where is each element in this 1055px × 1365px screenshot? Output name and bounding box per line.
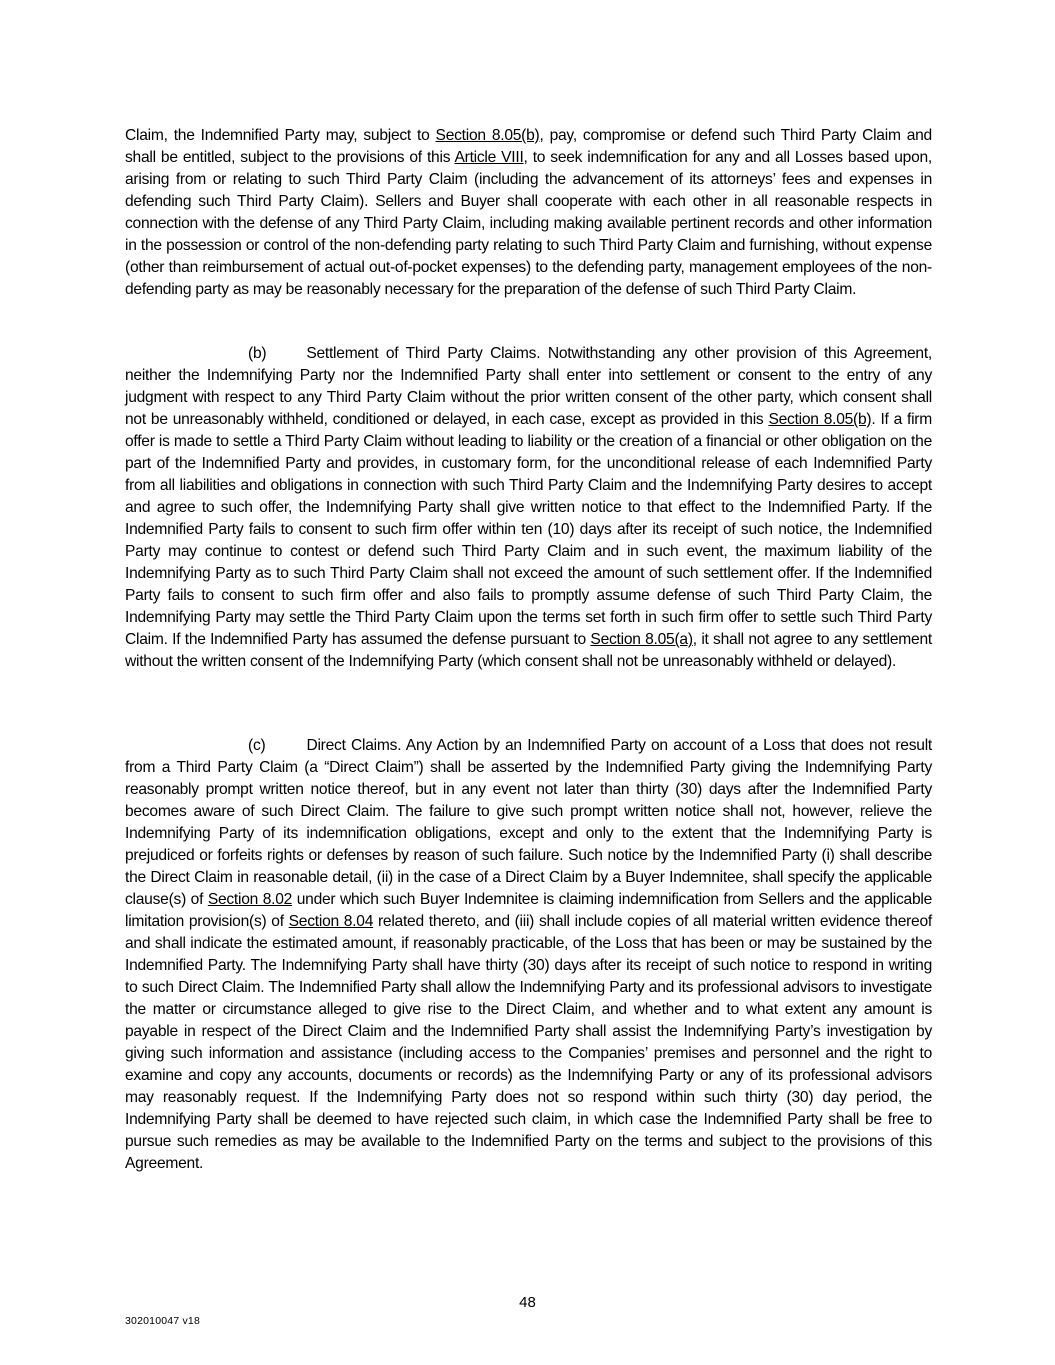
article-reference: Article VIII — [454, 149, 524, 166]
paragraph-direct-claims — [125, 735, 932, 1175]
paragraph-text: related thereto, and (iii) shall include copies of all material written evidence thereof and shall indicate the estimated amount, if reasonably practicable, of the Loss that has been or may be sustained by the Indemnified Party. The Indemnifying Party shall have thirty (30) days after its receipt of such notice to respond in writing to such Direct Claim. The Indemnified Party shall allow the Indemnifying Party and its professional advisors to investigate the matter or circumstance alleged to give rise to the Direct Claim, and whether and to what extent any amount is payable in respect of the Direct Claim and the Indemnified Party shall assist the Indemnifying Party’s investigation by giving such information and assistance (including access to the Companies’ premises and personnel and the right to examine and copy any accounts, documents or records) as the Indemnifying Party or any of its professional advisors may reasonably request. If the Indemnifying Party does not so respond within such thirty (30) day period, the Indemnifying Party shall be deemed to have rejected such claim, in which case the Indemnified Party shall be free to pursue such remedies as may be available to the Indemnified Party on the terms and subject to the provisions of this Agreement. — [125, 913, 932, 1172]
paragraph-marker: (c) — [248, 737, 266, 754]
paragraph-text: . Notwithstanding any other provision of this Agreement, neither the Indemnifying Party nor the Indemnified Party shall enter into settlement or consent to the entry of any judgment with respect to any Third Party Claim without the prior written consent of the other party, which consent shall not be unreasonably withheld, conditioned or delayed, in each case, except as provided in this — [125, 345, 932, 428]
section-reference: Section 8.04 — [288, 913, 374, 930]
paragraph-text: , pay, compromise or defend such Third Party Claim and shall be entitled, subject to the provisions of this — [125, 127, 932, 166]
section-reference: Section 8.02 — [207, 891, 293, 908]
section-reference: Section 8.05(b) — [435, 127, 540, 144]
paragraph-text: . Any Action by an Indemnified Party on account of a Loss that does not result from a Third Party Claim (a “ — [125, 737, 932, 776]
section-reference: Section 8.05(a) — [590, 631, 693, 648]
paragraph-text: Claim, the Indemnified Party may, subject to — [125, 127, 436, 144]
paragraph-settlement — [125, 343, 932, 673]
paragraph-text: ”) shall be asserted by the Indemnified Party giving the Indemnifying Party reasonably prompt written notice thereof, but in any event not later than thirty (30) days after the Indemnified Party becomes aware of such Direct Claim. The failure to give such prompt written notice shall not, however, relieve the Indemnifying Party of its indemnification obligations, except and only to the extent that the Indemnifying Party is prejudiced or forfeits rights or defenses by reason of such failure. Such notice by the Indemnified Party (i) shall describe the Direct Claim in reasonable detail, (ii) in the case of a Direct Claim by a Buyer Indemnitee, shall specify the applicable clause(s) of — [125, 759, 932, 908]
paragraph-heading: Settlement of Third Party Claims — [306, 345, 537, 362]
document-id: 302010047 v18 — [125, 1315, 201, 1327]
paragraph-text: , it shall not agree to any settlement without the written consent of the Indemnifying Party (which consent shall not be unreasonably withheld or delayed). — [125, 631, 932, 670]
paragraph-text: under which such Buyer Indemnitee is claiming indemnification from Sellers and the applicable limitation provision(s) of — [125, 891, 933, 930]
paragraph-continuation — [125, 125, 932, 301]
section-reference: Section 8.05(b) — [768, 411, 872, 428]
paragraph-text: , to seek indemnification for any and all Losses based upon, arising from or relating to such Third Party Claim (including the advancement of its attorneys’ fees and expenses in defending such Third Party Claim). Sellers and Buyer shall cooperate with each other in all reasonable respects in connection with the defense of any Third Party Claim, including making available pertinent records and other information in the possession or control of the non-defending party relating to such Third Party Claim and furnishing, without expense (other than reimbursement of actual out-of-pocket expenses) to the defending party, management employees of the non-defending party as may be reasonably necessary for the preparation of the defense of such Third Party Claim. — [125, 149, 933, 298]
page-number: 48 — [519, 1294, 536, 1311]
paragraph-marker: (b) — [248, 345, 267, 362]
paragraph-text: . If a firm offer is made to settle a Third Party Claim without leading to liability or the creation of a financial or other obligation on the part of the Indemnified Party and provides, in customary form, for the unconditional release of each Indemnified Party from all liabilities and obligations in connection with such Third Party Claim and the Indemnifying Party desires to accept and agree to such offer, the Indemnifying Party shall give written notice to that effect to the Indemnified Party. If the Indemnified Party fails to consent to such firm offer within ten (10) days after its receipt of such notice, the Indemnified Party may continue to contest or defend such Third Party Claim and in such event, the maximum liability of the Indemnifying Party as to such Third Party Claim shall not exceed the amount of such settlement offer. If the Indemnified Party fails to consent to such firm offer and also fails to promptly assume defense of such Third Party Claim, the Indemnifying Party may settle the Third Party Claim upon the terms set forth in such firm offer to settle such Third Party Claim. If the Indemnified Party has assumed the defense pursuant to — [125, 411, 932, 648]
paragraph-heading: Direct Claims — [306, 737, 398, 754]
defined-term: Direct Claim — [329, 759, 414, 776]
